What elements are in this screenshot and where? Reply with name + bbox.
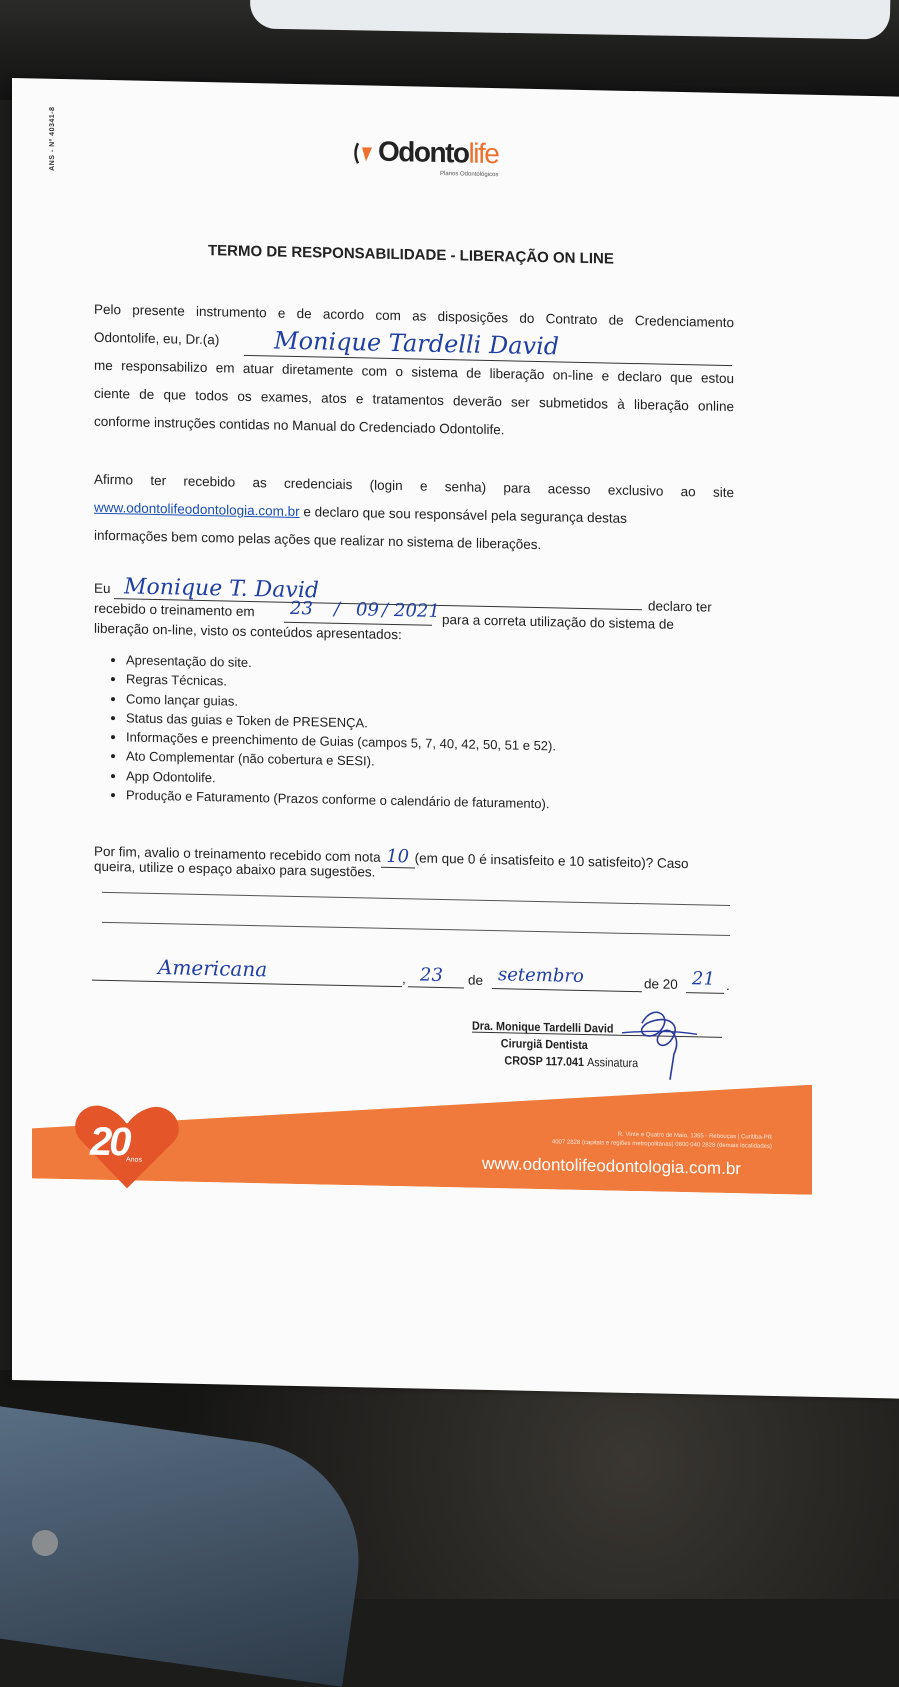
signer-name: Dra. Monique Tardelli David — [472, 1018, 614, 1036]
topic-item: • Regras Técnicas. — [126, 670, 556, 698]
logo-main: Odonto — [378, 135, 469, 169]
p3-recebido: recebido o treinamento em — [94, 600, 255, 620]
logo-subtitle: Planos Odontológicos — [440, 170, 499, 179]
signer-crosp: CROSP 117.041 — [504, 1053, 585, 1069]
handwritten-month: setembro — [498, 964, 584, 987]
topic-item: • Produção e Faturamento (Prazos conforme o calendário de faturamento). — [126, 785, 556, 813]
signature-scribble — [612, 1003, 702, 1085]
handwritten-name-1: Monique Tardelli David — [274, 326, 560, 361]
rating-line2: queira, utilize o espaço abaixo para sugestões. — [94, 858, 376, 880]
topic-item: • Como lançar guias. — [126, 689, 556, 717]
date-slash-2: / — [382, 599, 389, 621]
comma: , — [402, 971, 406, 987]
signer-assinatura: Assinatura — [587, 1055, 639, 1071]
date-slash-1: / — [334, 598, 341, 620]
p2-line2-rest: e declaro que sou responsável pela segurança destas — [299, 504, 627, 526]
document-page — [12, 78, 899, 1399]
date-de-20: de 20 — [644, 976, 678, 992]
footer-url[interactable]: www.odontolifeodontologia.com.br — [482, 1153, 741, 1179]
topic-item: • App Odontolife. — [126, 766, 556, 794]
signer-role: Cirurgiã Dentista — [500, 1036, 588, 1053]
rating-prefix: Por fim, avalio o treinamento recebido com nota — [94, 843, 381, 865]
topic-item: • Apresentação do site. — [126, 650, 556, 678]
training-day: 23 — [290, 597, 313, 620]
badge-number: 20 — [90, 1119, 129, 1165]
footer-address-line: R. Vinte e Quatro de Maio, 1365 - Rebouças | Curitiba-PR — [617, 1131, 772, 1141]
handwritten-place: Americana — [158, 955, 268, 982]
p2-line3: informações bem como pelas ações que realizar no sistema de liberações. — [94, 527, 542, 553]
topic-item: • Informações e preenchimento de Guias (campos 5, 7, 40, 42, 50, 51 e 52). — [126, 728, 556, 756]
handwritten-year: 21 — [692, 968, 715, 990]
footer-phones: 4007 2828 (capitais e regiões metropolitanas) 0800 040 2828 (demais localidades) — [551, 1139, 772, 1150]
topics-list — [104, 650, 556, 814]
training-month: 09 — [356, 599, 379, 621]
ans-code: ANS - Nº 40341-8 — [49, 106, 56, 171]
p3-declaro: declaro ter — [648, 598, 712, 615]
p1-line4: ciente de que todos os exames, atos e tratamentos deverão ser submetidos à liberação online — [94, 385, 734, 415]
training-year: 2021 — [394, 600, 440, 622]
p1-line3: me responsabilizo em atuar diretamente com o sistema de liberação on-line e declaro que estou — [94, 357, 734, 387]
topic-item: • Ato Complementar (não cobertura e SESI). — [126, 747, 556, 775]
logo-mark-icon — [352, 141, 376, 166]
p3-eu: Eu — [94, 580, 111, 597]
p3-line3: liberação on-line, visto os conteúdos apresentados: — [94, 620, 402, 643]
handwritten-day: 23 — [420, 964, 443, 987]
suggestion-line-2 — [102, 922, 730, 936]
month-line — [492, 988, 642, 992]
date-de: de — [468, 972, 484, 988]
p3-para: para a correta utilização do sistema de — [442, 612, 674, 632]
p1-line2-prefix: Odontolife, eu, Dr.(a) — [94, 329, 220, 348]
rating-suffix: (em que 0 é insatisfeito e 10 satisfeito)? Caso — [414, 850, 689, 872]
background-button — [32, 1530, 58, 1556]
suggestion-line-1 — [102, 892, 730, 906]
logo-text — [378, 136, 498, 171]
p1-line1: Pelo presente instrumento e de acordo com as disposições do Contrato de Credenciamento — [94, 301, 734, 331]
p2-line1: Afirmo ter recebido as credenciais (login e senha) para acesso exclusivo ao site — [94, 471, 734, 501]
badge-label: Anos — [126, 1156, 142, 1164]
rating-value: 10 — [386, 845, 410, 868]
site-link[interactable]: www.odontolifeodontologia.com.br — [94, 499, 300, 520]
document-title: TERMO DE RESPONSABILIDADE - LIBERAÇÃO ON LINE — [208, 242, 614, 268]
handwritten-name-2: Monique T. David — [124, 574, 319, 604]
p1-line5: conforme instruções contidas no Manual do Credenciado Odontolife. — [94, 413, 505, 438]
period: . — [726, 977, 730, 994]
logo-accent: life — [468, 137, 499, 170]
topic-item: • Status das guias e Token de PRESENÇA. — [126, 708, 556, 736]
